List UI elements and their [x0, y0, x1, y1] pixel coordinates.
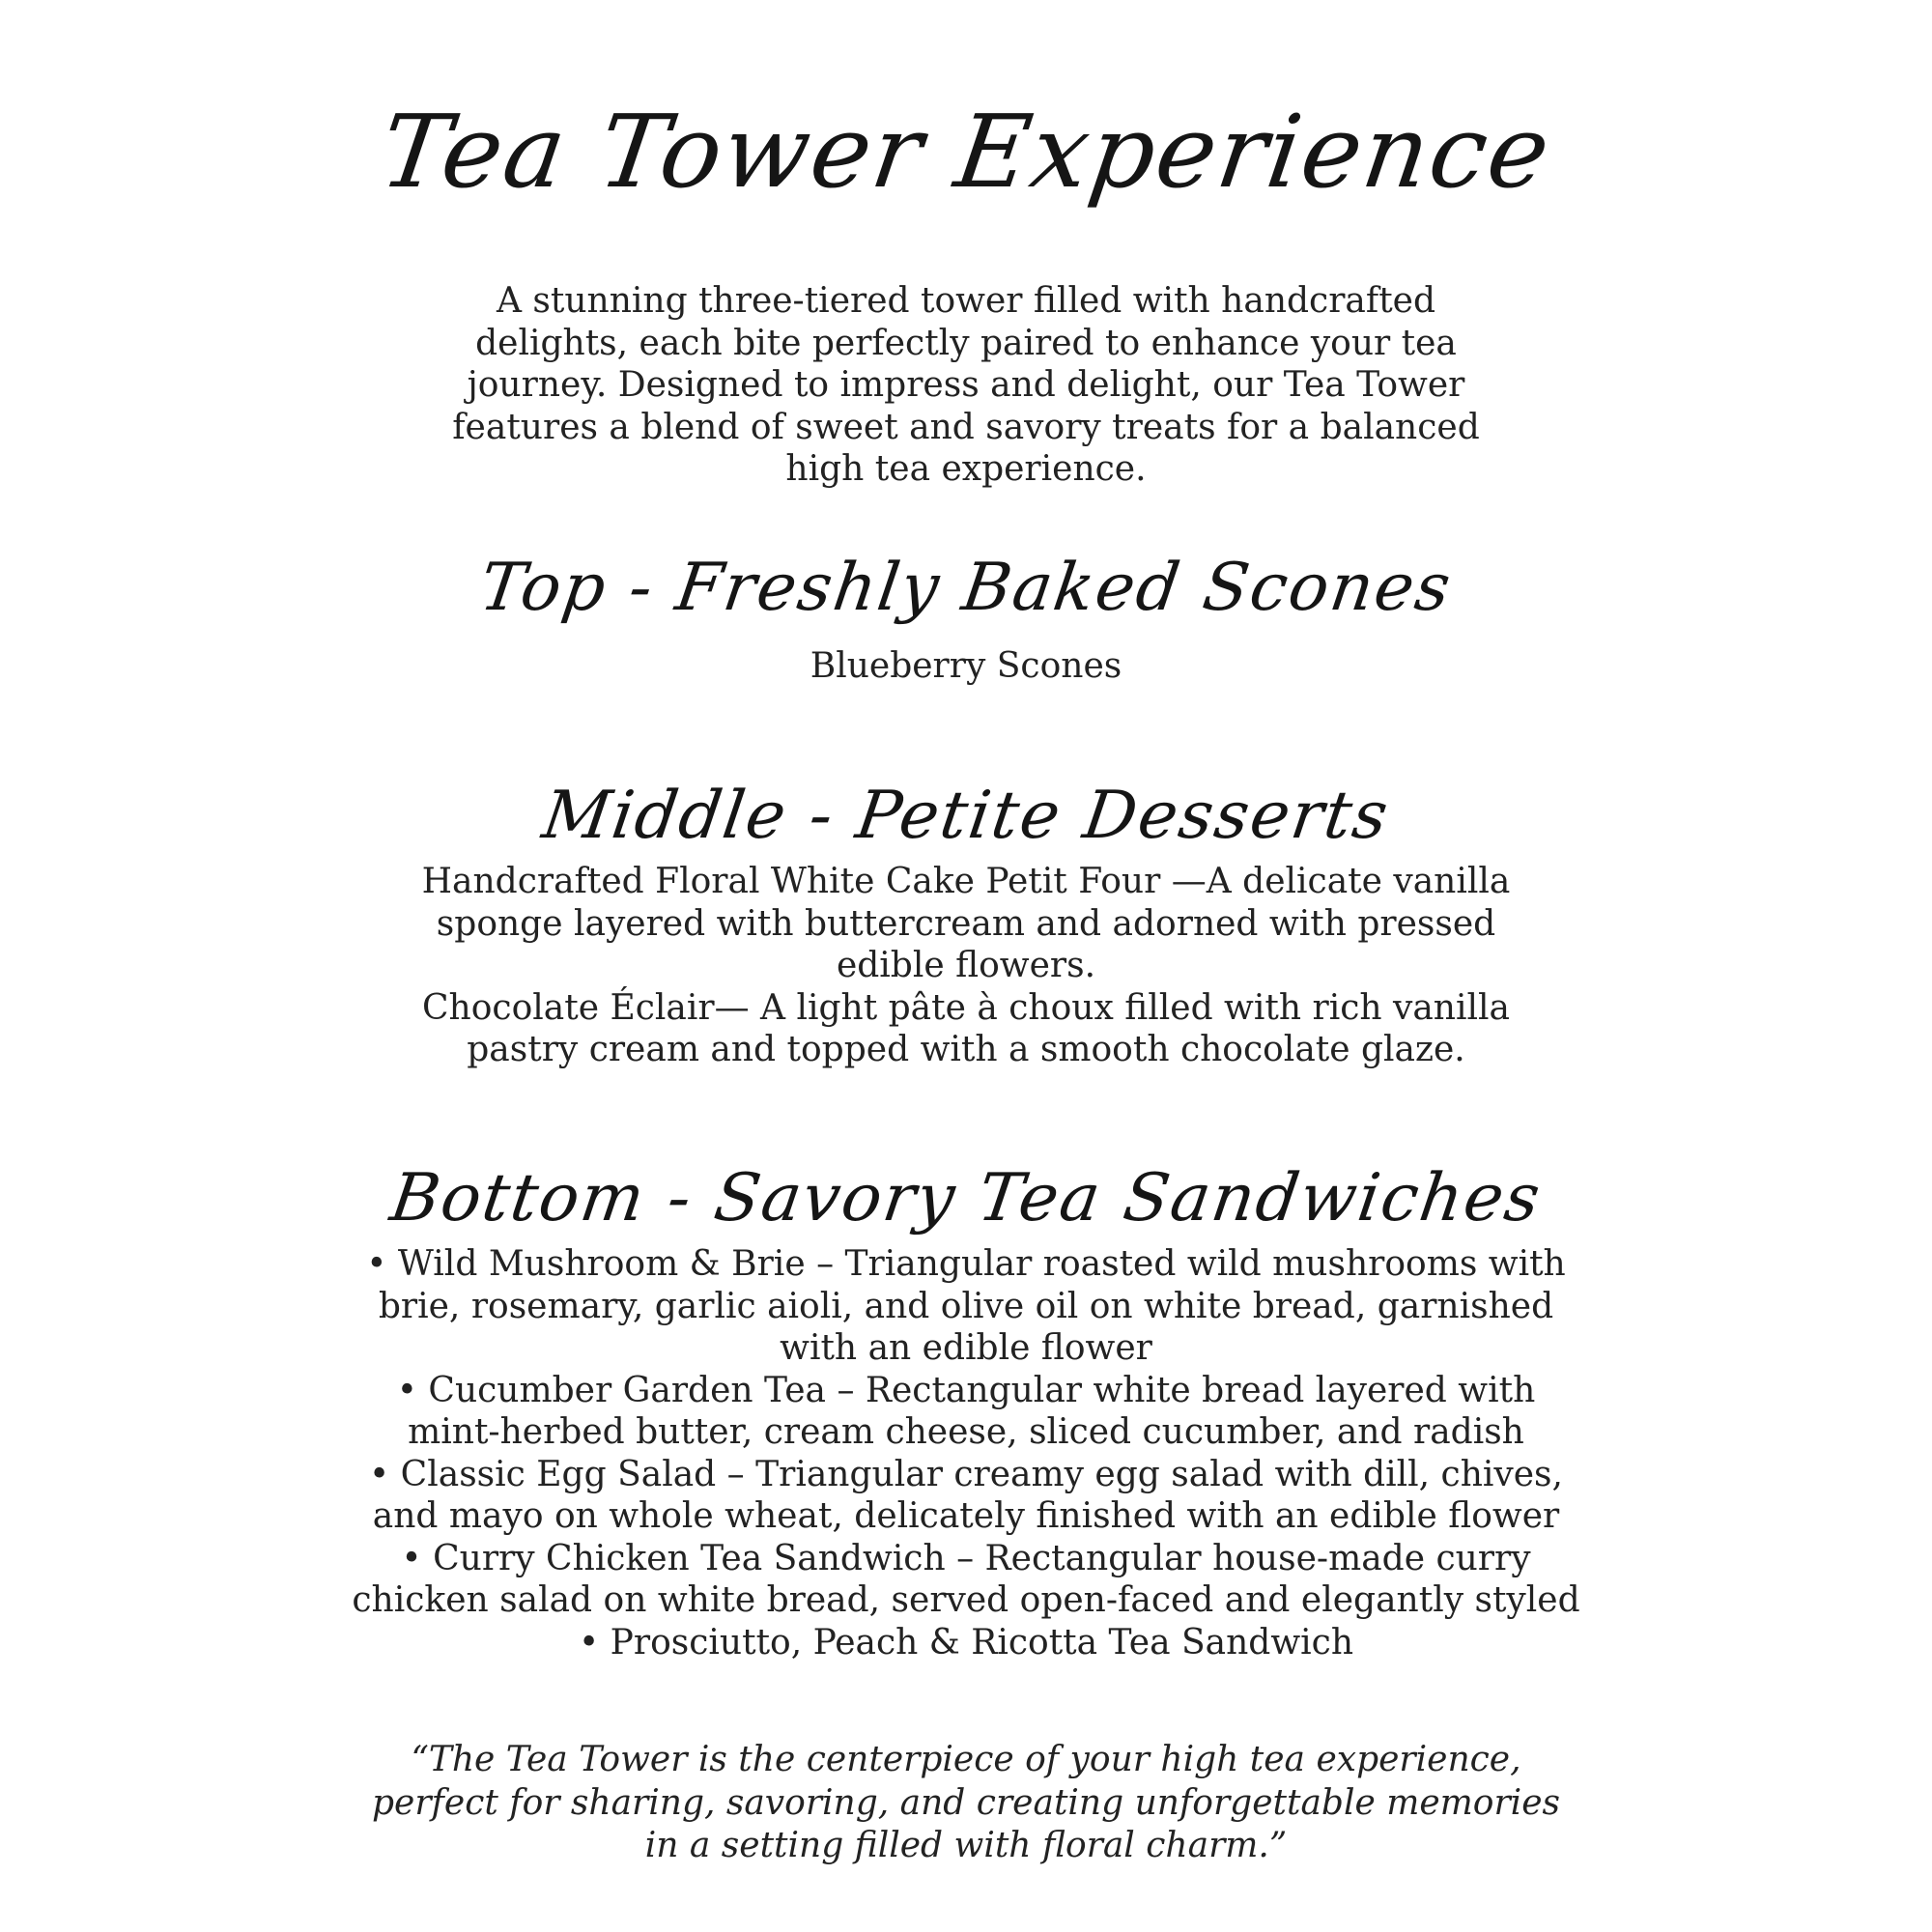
section-heading-top: Top - Freshly Baked Scones	[475, 550, 1458, 626]
menu-item-line: • Prosciutto, Peach & Ricotta Tea Sandwich	[578, 1622, 1354, 1662]
section-heading-middle: Middle - Petite Desserts	[537, 778, 1395, 854]
menu-item-line: • Wild Mushroom & Brie – Triangular roasted wild mushrooms with	[366, 1244, 1566, 1284]
intro-line: features a blend of sweet and savory treats for a balanced	[452, 407, 1480, 447]
menu-item-line: Handcrafted Floral White Cake Petit Four —A delicate vanilla	[421, 862, 1511, 901]
menu-item-line: • Classic Egg Salad – Triangular creamy egg salad with dill, chives,	[369, 1454, 1563, 1494]
menu-item-line: chicken salad on white bread, served open-faced and elegantly styled	[352, 1580, 1580, 1620]
section-items-middle	[0, 861, 1932, 1071]
section-heading-bottom: Bottom - Savory Tea Sandwiches	[385, 1160, 1547, 1236]
menu-item-line: pastry cream and topped with a smooth chocolate glaze.	[467, 1030, 1465, 1069]
menu-item-line: • Curry Chicken Tea Sandwich – Rectangular house-made curry	[401, 1538, 1531, 1578]
intro-line: high tea experience.	[785, 449, 1147, 489]
menu-item-line: sponge layered with buttercream and adorned with pressed	[436, 903, 1496, 944]
section-items-bottom	[0, 1243, 1932, 1663]
intro-description	[0, 280, 1932, 491]
menu-item-line: mint-herbed butter, cream cheese, sliced cucumber, and radish	[408, 1412, 1524, 1452]
closing-quote	[0, 1739, 1932, 1868]
intro-line: A stunning three-tiered tower filled with handcrafted	[496, 281, 1436, 321]
quote-line: “The Tea Tower is the centerpiece of your high tea experience,	[411, 1740, 1521, 1779]
menu-item-line: edible flowers.	[836, 946, 1096, 985]
menu-item-line: Blueberry Scones	[810, 646, 1122, 686]
page-title: Tea Tower Experience	[373, 93, 1559, 211]
intro-line: delights, each bite perfectly paired to enhance your tea	[475, 323, 1457, 363]
menu-item-line: Chocolate Éclair— A light pâte à choux filled with rich vanilla	[422, 987, 1510, 1028]
menu-item-line: and mayo on whole wheat, delicately finished with an edible flower	[372, 1496, 1560, 1536]
quote-line: in a setting filled with floral charm.”	[644, 1826, 1288, 1865]
menu-item-line: • Cucumber Garden Tea – Rectangular white bread layered with	[396, 1370, 1536, 1410]
section-items-top	[0, 645, 1932, 688]
intro-line: journey. Designed to impress and delight, our Tea Tower	[467, 365, 1465, 405]
menu-item-line: with an edible flower	[780, 1328, 1152, 1368]
menu-item-line: brie, rosemary, garlic aioli, and olive oil on white bread, garnished	[378, 1286, 1554, 1326]
quote-line: perfect for sharing, savoring, and creating unforgettable memories	[372, 1782, 1560, 1823]
